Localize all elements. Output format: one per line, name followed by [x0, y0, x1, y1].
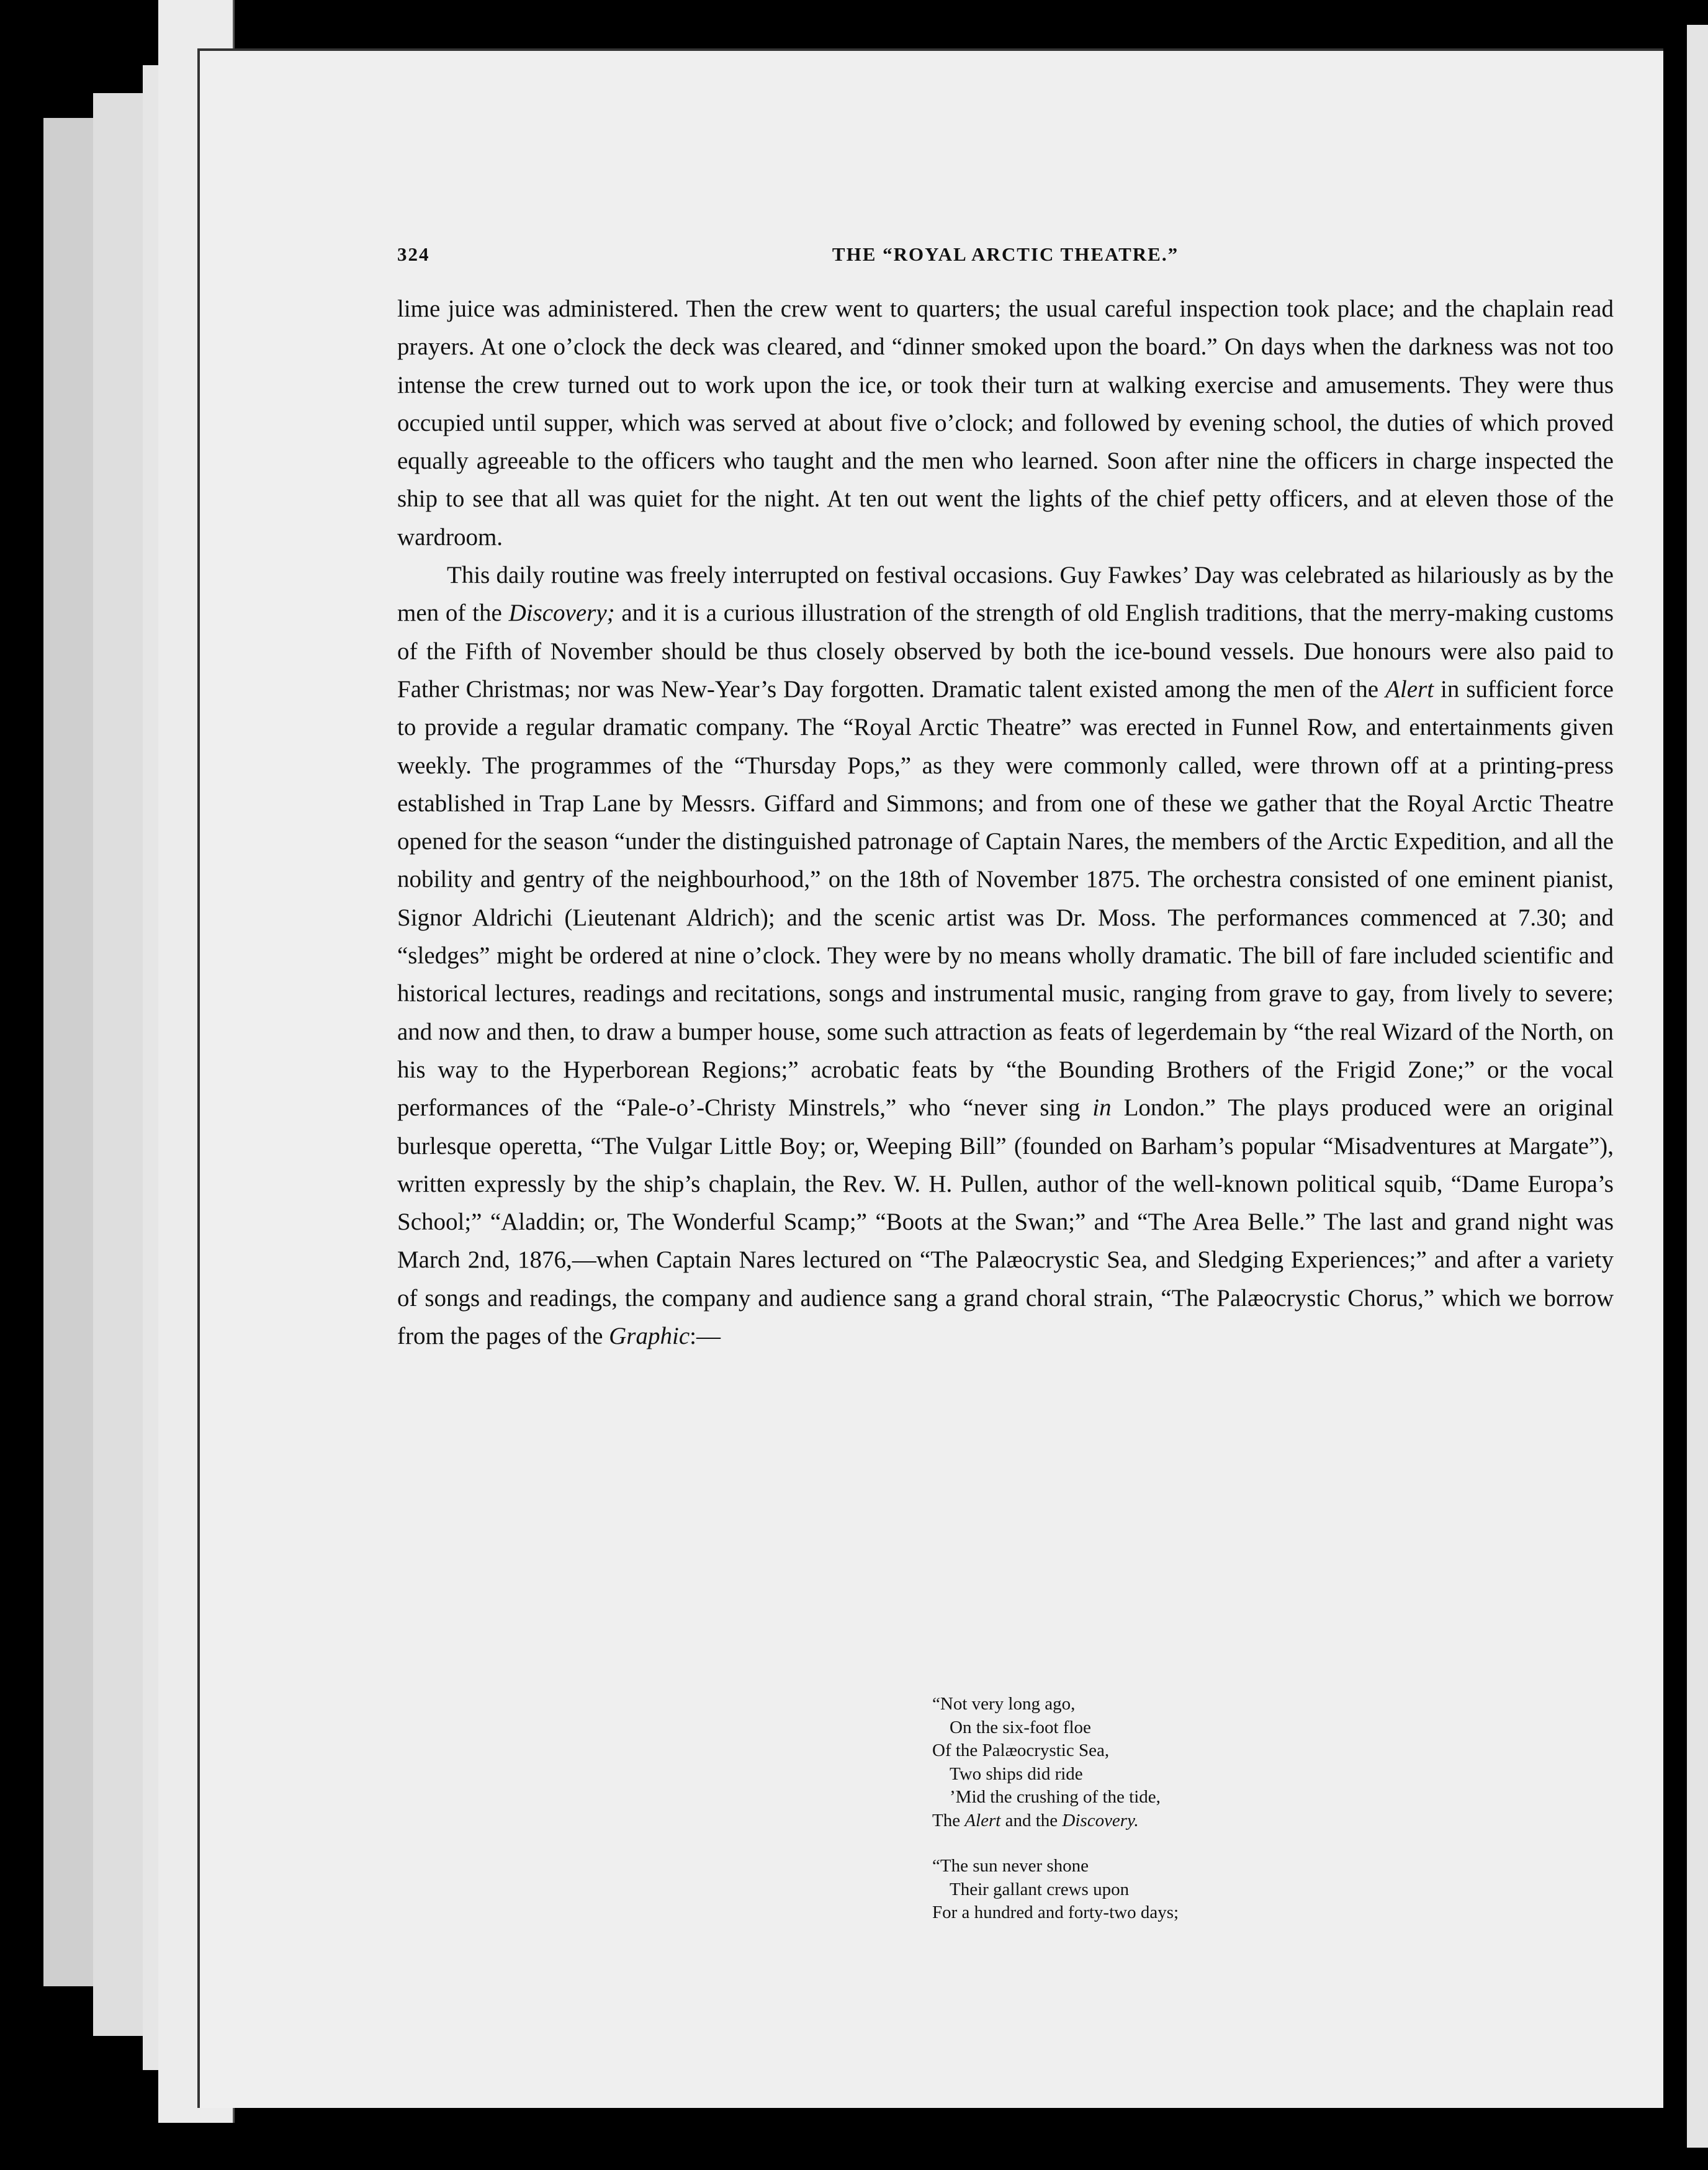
- poem-line: [932, 1878, 1491, 1902]
- poem: [932, 1693, 1491, 1947]
- poem-line: [932, 1809, 1491, 1833]
- text-run: “Not very long ago,: [932, 1694, 1076, 1714]
- text-run: London.” The plays produced were an original burlesque operetta, “The Vulgar Little Boy; or, Weeping Bill” (founded on Barham’s popular “Misadventures at Margate”), written expressly by the ship’s chaplain, the Rev. W. H. Pullen, author of the well-known political squib, “Dame Europa’s School;” “Aladdin; or, The Wonderful Scamp;” “Boots at the Swan;” and “The Area Belle.” The last and grand night was March 2nd, 1876,—when Captain Nares lectured on “The Palæocrystic Sea, and Sledging Experiences;” and after a variety of songs and readings, the company and audience sang a grand choral strain, “The Palæocrystic Chorus,” which we borrow from the pages of the: [397, 1094, 1614, 1350]
- running-title: THE “ROYAL ARCTIC THEATRE.”: [832, 243, 1179, 265]
- text-run: and the: [1000, 1810, 1063, 1830]
- italic-text: Alert: [1385, 675, 1434, 703]
- page-number: 324: [397, 243, 430, 265]
- body-text: [397, 290, 1614, 1355]
- italic-text: Graphic: [609, 1323, 690, 1350]
- text-run: and it is a curious illustration of the strength of old English traditions, that the merry-making customs of the Fifth of November should be thus closely observed by both the ice-bound vessels. Due honours were also paid to Father Christmas; nor was New-Year’s Day forgotten. Dramatic talent existed among the men of the: [397, 600, 1614, 703]
- poem-line: [932, 1763, 1491, 1786]
- italic-text: Alert: [964, 1810, 1001, 1830]
- paragraph: [397, 556, 1614, 1355]
- text-run: Two ships did ride: [950, 1763, 1083, 1784]
- italic-text: in: [1092, 1094, 1112, 1122]
- poem-stanza: [932, 1855, 1491, 1925]
- text-run: lime juice was administered. Then the crew went to quarters; the usual careful inspection took place; and the chaplain read prayers. At one o’clock the deck was cleared, and “dinner smoked upon the board.” On days when the darkness was not too intense the crew turned out to work upon the ice, or took their turn at walking exercise and amusements. They were thus occupied until supper, which was served at about five o’clock; and followed by evening school, the duties of which proved equally agreeable to the officers who taught and the men who learned. Soon after nine the officers in charge inspected the ship to see that all was quiet for the night. At ten out went the lights of the chief petty officers, and at eleven those of the wardroom.: [397, 295, 1614, 551]
- facing-page-edge: [1687, 25, 1708, 2148]
- paragraph: [397, 290, 1614, 556]
- text-run: in sufficient force to provide a regular dramatic company. The “Royal Arctic Theatre” was erected in Funnel Row, and entertainments given weekly. The programmes of the “Thursday Pops,” as they were commonly called, were thrown off at a printing-press established in Trap Lane by Messrs. Giffard and Simmons; and from one of these we gather that the Royal Arctic Theatre opened for the season “under the distinguished patronage of Captain Nares, the members of the Arctic Expedition, and all the nobility and gentry of the neighbourhood,” on the 18th of November 1875. The orchestra consisted of one eminent pianist, Signor Aldrichi (Lieutenant Aldrich); and the scenic artist was Dr. Moss. The performances commenced at 7.30; and “sledges” might be ordered at nine o’clock. They were by no means wholly dramatic. The bill of fare included scientific and historical lectures, readings and recitations, songs and instrumental music, ranging from grave to gay, from lively to severe; and now and then, to draw a bumper house, some such attraction as feats of legerdemain by “the real Wizard of the North, on his way to the Hyperborean Regions;” acrobatic feats by “the Bounding Brothers of the Frigid Zone;” or the vocal performances of the “Pale-o’-Christy Minstrels,” who “never sing: [397, 675, 1614, 1122]
- poem-line: [932, 1786, 1491, 1809]
- text-run: On the six-foot floe: [950, 1717, 1091, 1737]
- poem-line: [932, 1693, 1491, 1716]
- text-run: “The sun never shone: [932, 1856, 1089, 1876]
- poem-line: [932, 1739, 1491, 1763]
- text-run: Of the Palæocrystic Sea,: [932, 1740, 1110, 1760]
- running-head: [397, 243, 1614, 274]
- poem-stanza: [932, 1693, 1491, 1832]
- text-run: :—: [690, 1323, 721, 1350]
- text-run: This daily routine was freely interrupted on festival occasions. Guy Fawkes’ Day was celebrated as hilariously as by the men of the: [397, 562, 1614, 627]
- poem-line: [932, 1855, 1491, 1878]
- text-run: ’Mid the crushing of the tide,: [950, 1787, 1161, 1807]
- italic-text: Discovery;: [508, 600, 615, 627]
- poem-line: [932, 1901, 1491, 1925]
- text-run: The: [932, 1810, 965, 1830]
- italic-text: Discovery.: [1062, 1810, 1139, 1830]
- page-content: [200, 51, 1663, 2108]
- text-run: Their gallant crews upon: [950, 1879, 1130, 1899]
- text-run: For a hundred and forty-two days;: [932, 1902, 1179, 1922]
- poem-line: [932, 1716, 1491, 1740]
- book-page: [197, 48, 1663, 2108]
